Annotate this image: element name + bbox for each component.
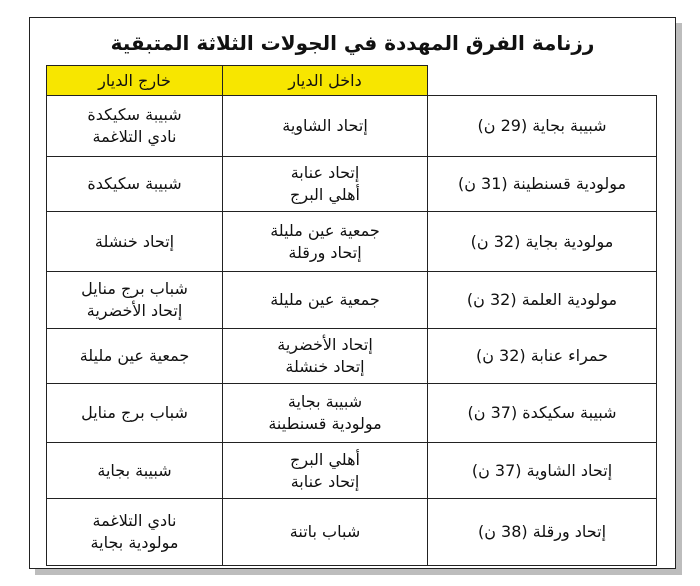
away-opponents-cell <box>46 498 223 566</box>
home-opponents-cell <box>222 271 428 329</box>
header-home <box>222 65 428 96</box>
home-opponents-cell-text: إتحاد عنابة <box>290 163 360 182</box>
team-cell-text: مولودية بجاية (32 ن) <box>470 231 614 251</box>
team-cell <box>427 498 657 566</box>
home-opponents-cell-text: أهلي البرج <box>290 449 360 469</box>
team-cell-text: مولودية العلمة (32 ن) <box>466 290 618 309</box>
team-cell <box>427 156 657 212</box>
home-opponents-cell <box>222 328 428 384</box>
home-opponents-cell <box>222 211 428 272</box>
away-opponents-cell-text: نادي التلاغمة <box>92 127 177 146</box>
away-opponents-cell-text: شبيبة سكيكدة <box>87 105 182 124</box>
home-opponents-cell-text: إتحاد ورقلة <box>288 242 362 262</box>
away-opponents-cell-text: شباب برج منايل <box>81 279 188 298</box>
team-cell-text: إتحاد ورقلة (38 ن) <box>477 522 607 541</box>
away-opponents-cell <box>46 383 223 443</box>
home-opponents-cell-text: شبيبة بجاية <box>287 392 363 411</box>
away-opponents-cell-text: إتحاد خنشلة <box>94 231 175 251</box>
team-cell <box>427 328 657 384</box>
team-cell-text: شبيبة سكيكدة (37 ن) <box>467 403 617 422</box>
header-away <box>46 65 223 96</box>
home-opponents-cell-text: إتحاد الشاوية <box>282 116 368 135</box>
header-home-text: داخل الديار <box>288 70 362 90</box>
home-opponents-cell-text: مولودية قسنطينة <box>268 414 382 433</box>
away-opponents-cell <box>46 95 223 157</box>
home-opponents-cell-text: شباب باتنة <box>289 522 361 541</box>
schedule-table <box>46 65 657 565</box>
team-cell-text: شبيبة بجاية (29 ن) <box>477 116 607 135</box>
home-opponents-cell-text: جمعية عين مليلة <box>270 290 380 309</box>
away-opponents-cell-text: جمعية عين مليلة <box>79 346 190 365</box>
home-opponents-cell-text: إتحاد الأخضرية <box>277 335 373 354</box>
away-opponents-cell <box>46 211 223 272</box>
home-opponents-cell <box>222 498 428 566</box>
away-opponents-cell-text: شبيبة سكيكدة <box>87 174 182 193</box>
home-opponents-cell-text: إتحاد عنابة <box>290 471 360 491</box>
away-opponents-cell-text: نادي التلاغمة <box>92 511 177 530</box>
schedule-card <box>29 17 676 569</box>
home-opponents-cell-text: إتحاد خنشلة <box>285 357 365 376</box>
team-cell <box>427 211 657 272</box>
away-opponents-cell-text: شبيبة بجاية <box>97 460 172 480</box>
team-cell-text: إتحاد الشاوية (37 ن) <box>471 460 613 480</box>
team-cell <box>427 95 657 157</box>
away-opponents-cell <box>46 328 223 384</box>
away-opponents-cell-text: شباب برج منايل <box>81 403 188 422</box>
team-cell-text: مولودية قسنطينة (31 ن) <box>457 174 627 193</box>
header-away-text: خارج الديار <box>98 70 171 90</box>
home-opponents-cell <box>222 383 428 443</box>
home-opponents-cell <box>222 95 428 157</box>
page-title: رزنامة الفرق المهددة في الجولات الثلاثة المتبقية <box>110 31 595 55</box>
team-cell <box>427 442 657 499</box>
away-opponents-cell-text: مولودية بجاية <box>90 533 179 552</box>
team-cell <box>427 383 657 443</box>
away-opponents-cell-text: إتحاد الأخضرية <box>86 301 183 320</box>
home-opponents-cell-text: أهلي البرج <box>290 185 360 204</box>
away-opponents-cell <box>46 442 223 499</box>
home-opponents-cell <box>222 156 428 212</box>
team-cell-text: حمراء عنابة (32 ن) <box>475 346 609 365</box>
home-opponents-cell <box>222 442 428 499</box>
team-cell <box>427 271 657 329</box>
home-opponents-cell-text: جمعية عين مليلة <box>270 220 380 240</box>
away-opponents-cell <box>46 271 223 329</box>
away-opponents-cell <box>46 156 223 212</box>
